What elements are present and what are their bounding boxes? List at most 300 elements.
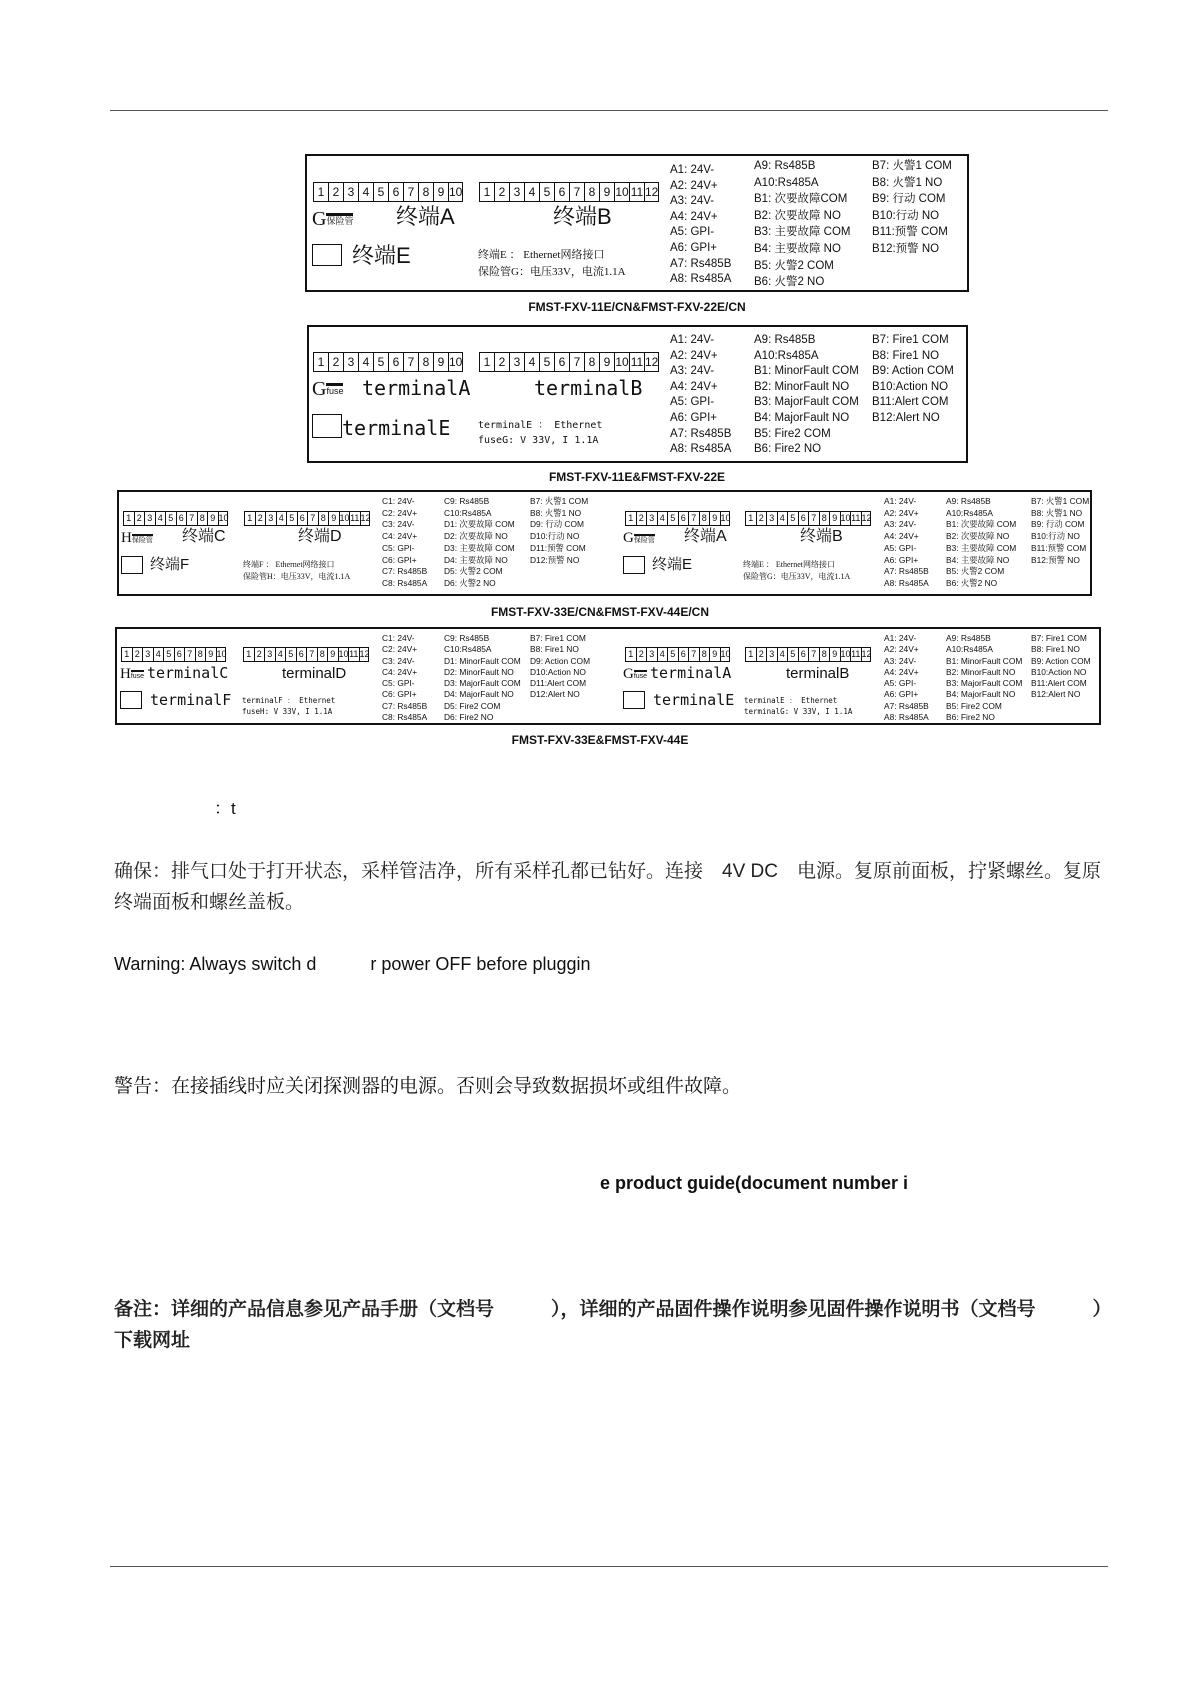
terminal-pin-number: 1 [243,647,254,662]
terminal-pin-number: 10 [339,511,350,526]
pin-assignment: D10:行动 NO [530,531,580,542]
fuse-label: fuse [131,670,144,680]
pin-assignment: B4: 主要故障 NO [946,554,1010,565]
pin-assignment: B10:行动 NO [872,209,940,222]
pin-assignment: C5: GPI- [382,542,415,553]
terminal-f-label: 终端F [150,556,190,573]
ethernet-note: terminalF ： Ethernet [242,696,336,705]
pin-assignment: D9: Action COM [530,655,591,666]
pin-assignment: D4: MajorFault NO [444,689,514,700]
terminal-e-port [312,414,342,438]
pin-assignment: C8: Rs485A [382,712,428,723]
terminal-pin-number: 5 [373,182,388,202]
terminal-pin-number: 10 [218,511,229,526]
terminal-pin-number: 8 [819,647,830,662]
pin-assignment: B2: 次要故障 NO [754,209,841,222]
pin-assignment: A4: 24V+ [670,380,718,393]
terminal-pin-number: 5 [787,647,798,662]
pin-column-1 [884,496,929,590]
pin-assignment: A3: 24V- [670,365,715,378]
terminal-pin-number: 12 [359,647,370,662]
terminal-strip-c [123,511,228,526]
pin-assignment: A8: Rs485A [670,443,732,456]
terminal-strip-b [745,511,871,526]
terminal-a-label: terminalA [650,664,732,682]
pin-assignment: A10:Rs485A [946,644,994,655]
pin-column-3 [1031,496,1089,566]
terminal-pin-number: 5 [667,511,678,526]
terminal-strip-b [479,182,659,202]
terminal-pin-number: 1 [745,511,756,526]
pin-assignment: D3: 主要故障 COM [444,542,515,553]
terminal-pin-number: 2 [494,352,509,372]
terminal-pin-number: 7 [403,352,418,372]
pin-assignment: B3: MajorFault COM [754,396,859,409]
pin-assignment: A3: 24V- [670,195,715,208]
terminal-pin-number: 3 [509,352,524,372]
terminal-pin-number: 6 [388,182,403,202]
pin-assignment: B6: Fire2 NO [754,443,822,456]
terminal-pin-number: 5 [667,647,678,662]
pin-assignment: A4: 24V+ [670,210,718,223]
pin-column-1 [382,496,427,590]
pin-assignment: A2: 24V+ [884,507,919,518]
pin-assignment: B7: 火警1 COM [530,496,589,506]
terminal-pin-number: 12 [644,352,659,372]
pin-assignment: C10:Rs485A [444,507,492,518]
pin-assignment: D11:Alert COM [530,678,587,689]
terminal-pin-number: 10 [720,511,731,526]
pin-assignment: C3: 24V- [382,655,415,666]
pin-assignment: A1: 24V- [884,633,917,643]
fuse-g-letter: G [623,530,634,546]
fuse-label: 保险管 [326,213,353,226]
terminal-pin-number: 9 [599,182,614,202]
terminal-e-label: terminalE [653,691,735,709]
pin-assignment: A7: Rs485B [884,566,929,577]
pin-assignment: A6: GPI+ [670,241,717,254]
terminal-pin-number: 6 [554,352,569,372]
terminal-pin-number: 9 [207,511,218,526]
footer-rule [110,1566,1108,1567]
pin-assignment: C2: 24V+ [382,644,418,655]
terminal-pin-number: 5 [286,511,297,526]
terminal-pin-number: 10 [216,647,227,662]
pin-assignment: C9: Rs485B [444,496,490,506]
fuse-h-letter: H [120,666,131,682]
pin-assignment: B3: MajorFault COM [946,678,1023,689]
terminal-pin-number: 3 [142,647,153,662]
pin-assignment: B1: 次要故障COM [754,193,848,206]
terminal-pin-number: 11 [850,647,861,662]
pin-assignment: B8: Fire1 NO [872,349,940,362]
terminal-a-label: 终端A [684,528,727,545]
terminal-pin-number: 1 [123,511,134,526]
pin-assignment: A7: Rs485B [670,427,732,440]
pin-assignment: C3: 24V- [382,519,415,530]
terminal-strip-a [625,647,730,662]
terminal-e-label: 终端E [352,243,411,268]
pin-assignment: B10:Action NO [872,380,949,393]
terminal-strip-d [243,647,369,662]
pin-assignment: B5: 火警2 COM [754,259,834,272]
pin-assignment: B3: 主要故障 COM [754,226,851,239]
terminal-pin-number: 3 [264,647,275,662]
pin-column-2 [444,633,521,723]
fuse-note: fuseG: V 33V, I 1.1A [478,435,599,446]
pin-assignment: B10:行动 NO [1031,531,1080,542]
terminal-pin-number: 10 [614,182,629,202]
pin-assignment: A1: 24V- [670,164,715,176]
terminal-pin-number: 2 [255,511,266,526]
pin-column-3 [872,333,954,427]
fuse-note: 保险管G：电压33V，电流1.1A [743,572,851,581]
terminal-pin-number: 1 [625,511,636,526]
diagram-3-caption: FMST-FXV-33E/CN&FMST-FXV-44E/CN [490,605,710,619]
terminal-pin-number: 6 [554,182,569,202]
terminal-pin-number: 8 [819,511,830,526]
terminal-e-port [623,691,645,709]
fuse-g [623,666,647,683]
terminal-pin-number: 7 [808,511,819,526]
fuse-note: 保险管G：电压33V，电流1.1A [478,266,626,278]
pin-assignment: B7: 火警1 COM [1031,496,1090,506]
pin-assignment: B8: Fire1 NO [1031,644,1080,655]
pin-assignment: A5: GPI- [670,226,715,239]
terminal-pin-number: 6 [388,352,403,372]
fuse-g-letter: G [312,378,327,400]
fuse-g [312,208,353,231]
terminal-pin-number: 3 [343,182,358,202]
terminal-pin-number: 9 [205,647,216,662]
pin-assignment: C4: 24V+ [382,666,418,677]
pin-assignment: D6: 火警2 NO [444,577,496,588]
fuse-g [312,378,343,401]
warning-en: Warning: Always switch d r power OFF before pluggin [114,954,591,974]
pin-assignment: A3: 24V- [884,655,917,666]
terminal-pin-number: 10 [720,647,731,662]
pin-assignment: B4: MajorFault NO [754,411,850,424]
terminal-pin-number: 9 [829,511,840,526]
pin-column-1 [670,163,731,288]
pin-assignment: A10:Rs485A [754,349,819,362]
pin-assignment: A10:Rs485A [946,507,994,518]
pin-assignment: A7: Rs485B [670,257,732,270]
pin-assignment: A5: GPI- [884,542,917,553]
terminal-pin-number: 4 [358,182,373,202]
pin-column-3 [530,496,588,566]
fuse-h [121,530,153,547]
terminal-pin-number: 2 [328,182,343,202]
terminal-pin-number: 4 [275,647,286,662]
terminal-pin-number: 1 [745,647,756,662]
terminal-pin-number: 12 [861,511,872,526]
terminal-pin-number: 8 [584,182,599,202]
terminal-strip-b [479,352,659,372]
ethernet-note: terminalE ： Ethernet [478,420,603,431]
terminal-pin-number: 5 [539,182,554,202]
terminal-pin-number: 8 [418,352,433,372]
terminal-pin-number: 9 [433,182,448,202]
terminal-b-label: terminalB [534,376,643,400]
terminal-pin-number: 1 [479,352,494,372]
terminal-pin-number: 7 [186,511,197,526]
terminal-pin-number: 8 [197,511,208,526]
terminal-strip-b [745,647,871,662]
terminal-pin-number: 11 [850,511,861,526]
terminal-pin-number: 2 [756,647,767,662]
note-cn: 备注：详细的产品信息参见产品手册（文档号 ），详细的产品固件操作说明参见固件操作说明书（文档号 ）下载网址 [114,1299,1103,1351]
pin-assignment: A2: 24V+ [670,179,718,192]
pin-assignment: C5: GPI- [382,678,415,689]
terminal-b-label: terminalB [786,665,850,682]
ethernet-note: terminalE ： Ethernet [744,696,838,705]
terminal-pin-number: 7 [569,182,584,202]
pin-assignment: B1: 次要故障 COM [946,519,1017,530]
pin-assignment: D2: 次要故障 NO [444,531,508,542]
terminal-pin-number: 6 [297,511,308,526]
pin-assignment: A4: 24V+ [884,531,919,542]
pin-assignment: D3: MajorFault COM [444,678,521,689]
pin-assignment: D2: MinorFault NO [444,666,514,677]
terminal-strip-a [313,182,463,202]
pin-assignment: A9: Rs485B [946,496,991,506]
pin-column-2 [754,333,859,458]
terminal-pin-number: 5 [163,647,174,662]
pin-assignment: D5: 火警2 COM [444,566,503,577]
terminal-pin-number: 1 [313,352,328,372]
terminal-pin-number: 3 [509,182,524,202]
terminal-pin-number: 2 [254,647,265,662]
terminal-d-label: terminalD [282,665,347,682]
terminal-pin-number: 11 [348,647,359,662]
pin-assignment: B1: MinorFault COM [946,655,1023,666]
terminal-pin-number: 7 [808,647,819,662]
pin-assignment: B9: Action COM [1031,655,1091,666]
fuse-note: terminalG: V 33V, I 1.1A [744,707,853,716]
header-rule [110,110,1108,111]
pin-assignment: A9: Rs485B [754,160,816,172]
ethernet-note: 终端E ： Ethernet网络接口 [743,560,835,569]
ethernet-note: 终端E ： Ethernet网络接口 [478,249,605,261]
fuse-note: fuseH: V 33V, I 1.1A [242,707,333,716]
pin-assignment: B6: 火警2 NO [946,577,998,588]
terminal-pin-number: 12 [360,511,371,526]
terminal-pin-number: 6 [176,511,187,526]
pin-assignment: D12:预警 NO [530,554,580,565]
fuse-label: fuse [326,383,343,396]
pin-assignment: A9: Rs485B [754,334,816,346]
terminal-pin-number: 1 [479,182,494,202]
pin-assignment: A2: 24V+ [670,349,718,362]
pin-assignment: B8: Fire1 NO [530,644,579,655]
pin-assignment: B8: 火警1 NO [872,176,943,189]
pin-assignment: B11:预警 COM [1031,542,1087,553]
terminal-pin-number: 8 [699,511,710,526]
pin-assignment: B4: 主要故障 NO [754,242,841,255]
pin-assignment: A3: 24V- [884,519,917,530]
terminal-pin-number: 7 [307,511,318,526]
pin-assignment: B8: 火警1 NO [1031,507,1083,518]
pin-assignment: B2: MinorFault NO [946,666,1016,677]
pin-assignment: D1: 次要故障 COM [444,519,515,530]
terminal-pin-number: 4 [155,511,166,526]
pin-assignment: B7: Fire1 COM [1031,633,1087,643]
pin-assignment: C10:Rs485A [444,644,492,655]
pin-assignment: D5: Fire2 COM [444,700,501,711]
diagram-2-caption: FMST-FXV-11E&FMST-FXV-22E [548,470,726,484]
pin-assignment: A5: GPI- [884,678,917,689]
terminal-strip-d [244,511,370,526]
terminal-pin-number: 9 [829,647,840,662]
pin-column-1 [884,633,929,723]
pin-column-3 [1031,633,1091,701]
terminal-pin-number: 4 [276,511,287,526]
terminal-pin-number: 4 [358,352,373,372]
terminal-e-port [623,556,645,574]
terminal-pin-number: 6 [678,647,689,662]
fuse-note: 保险管H：电压33V，电流1.1A [243,572,351,581]
fuse-label: 保险管 [634,534,655,544]
fuse-label: 保险管 [132,534,153,544]
pin-assignment: C1: 24V- [382,496,415,506]
terminal-pin-number: 7 [688,511,699,526]
terminal-pin-number: 6 [296,647,307,662]
pin-assignment: C6: GPI+ [382,554,417,565]
pin-assignment: A6: GPI+ [670,411,717,424]
pin-assignment: A2: 24V+ [884,644,919,655]
terminal-pin-number: 5 [539,352,554,372]
terminal-pin-number: 2 [132,647,143,662]
terminal-pin-number: 12 [644,182,659,202]
terminal-pin-number: 1 [313,182,328,202]
terminal-pin-number: 2 [636,647,647,662]
terminal-pin-number: 7 [306,647,317,662]
warning-cn: 警告：在接插线时应关闭探测器的电源。否则会导致数据损坏或组件故障。 [114,1076,742,1097]
terminal-pin-number: 3 [646,647,657,662]
pin-assignment: C4: 24V+ [382,531,418,542]
terminal-pin-number: 8 [699,647,710,662]
terminal-a-label: 终端A [396,204,455,229]
terminal-e-port [312,244,342,266]
pin-assignment: B3: 主要故障 COM [946,542,1017,553]
terminal-pin-number: 12 [861,647,872,662]
terminal-pin-number: 4 [524,182,539,202]
terminal-pin-number: 6 [174,647,185,662]
pin-assignment: B5: Fire2 COM [946,700,1002,711]
pin-assignment: D6: Fire2 NO [444,712,494,723]
terminal-pin-number: 10 [840,511,851,526]
terminal-pin-number: 5 [285,647,296,662]
fuse-h-letter: H [121,530,132,546]
pin-assignment: B12:Alert NO [872,411,940,424]
terminal-f-port [121,556,143,574]
terminal-pin-number: 1 [121,647,132,662]
terminal-pin-number: 11 [629,182,644,202]
terminal-pin-number: 2 [328,352,343,372]
pin-assignment: A7: Rs485B [884,700,929,711]
terminal-e-label: 终端E [652,556,693,573]
terminal-pin-number: 3 [646,511,657,526]
fuse-g [623,530,655,547]
terminal-c-label: terminalC [147,664,229,682]
fuse-g-letter: G [623,666,634,682]
terminal-e-label: terminalE [342,416,451,440]
terminal-pin-number: 10 [448,182,463,202]
pin-assignment: B7: Fire1 COM [872,334,949,346]
diagram-4-caption: FMST-FXV-33E&FMST-FXV-44E [511,733,689,747]
pin-assignment: B7: Fire1 COM [530,633,586,643]
terminal-pin-number: 10 [614,352,629,372]
terminal-pin-number: 10 [448,352,463,372]
pin-assignment: D9: 行动 COM [530,519,584,530]
pin-assignment: B2: 次要故障 NO [946,531,1010,542]
terminal-pin-number: 10 [338,647,349,662]
pin-assignment: A8: Rs485A [670,273,732,286]
pin-assignment: A9: Rs485B [946,633,991,643]
pin-assignment: A1: 24V- [884,496,917,506]
terminal-pin-number: 1 [625,647,636,662]
fuse-g-letter: G [312,208,327,230]
pin-assignment: A8: Rs485A [884,712,929,723]
pin-assignment: A10:Rs485A [754,176,819,189]
pin-assignment: A6: GPI+ [884,554,919,565]
pin-column-2 [946,633,1022,723]
pin-assignment: D1: MinorFault COM [444,655,521,666]
pin-assignment: B11:Alert COM [872,396,949,409]
terminal-strip-a [313,352,463,372]
pin-column-1 [382,633,427,723]
terminal-pin-number: 5 [373,352,388,372]
pin-assignment: B7: 火警1 COM [872,160,952,172]
pin-assignment: B12:Alert NO [1031,689,1081,700]
pin-column-2 [946,496,1016,590]
fuse-label: fuse [634,670,647,680]
terminal-pin-number: 5 [165,511,176,526]
terminal-pin-number: 2 [134,511,145,526]
terminal-pin-number: 3 [766,511,777,526]
terminal-d-label: 终端D [298,528,342,545]
terminal-strip-a [625,511,730,526]
pin-assignment: B6: 火警2 NO [754,276,825,289]
terminal-strip-c [121,647,226,662]
terminal-c-label: 终端C [182,528,226,545]
colon-fragment: ：t [214,799,236,818]
terminal-pin-number: 8 [195,647,206,662]
ethernet-note: 终端F ： Ethernet网络接口 [243,560,335,569]
terminal-pin-number: 3 [343,352,358,372]
terminal-pin-number: 1 [244,511,255,526]
terminal-pin-number: 9 [433,352,448,372]
pin-assignment: B5: 火警2 COM [946,566,1005,577]
terminal-pin-number: 9 [709,647,720,662]
pin-assignment: B11:预警 COM [872,226,948,239]
terminal-pin-number: 8 [317,647,328,662]
terminal-pin-number: 9 [328,511,339,526]
terminal-pin-number: 3 [766,647,777,662]
pin-assignment: B4: MajorFault NO [946,689,1016,700]
pin-column-1 [670,333,731,458]
terminal-pin-number: 7 [569,352,584,372]
pin-assignment: C7: Rs485B [382,566,428,577]
pin-assignment: C9: Rs485B [444,633,490,643]
pin-column-3 [530,633,590,701]
terminal-pin-number: 6 [798,647,809,662]
terminal-pin-number: 6 [678,511,689,526]
pin-assignment: A1: 24V- [670,334,715,346]
pin-assignment: C6: GPI+ [382,689,417,700]
pin-assignment: C7: Rs485B [382,700,428,711]
